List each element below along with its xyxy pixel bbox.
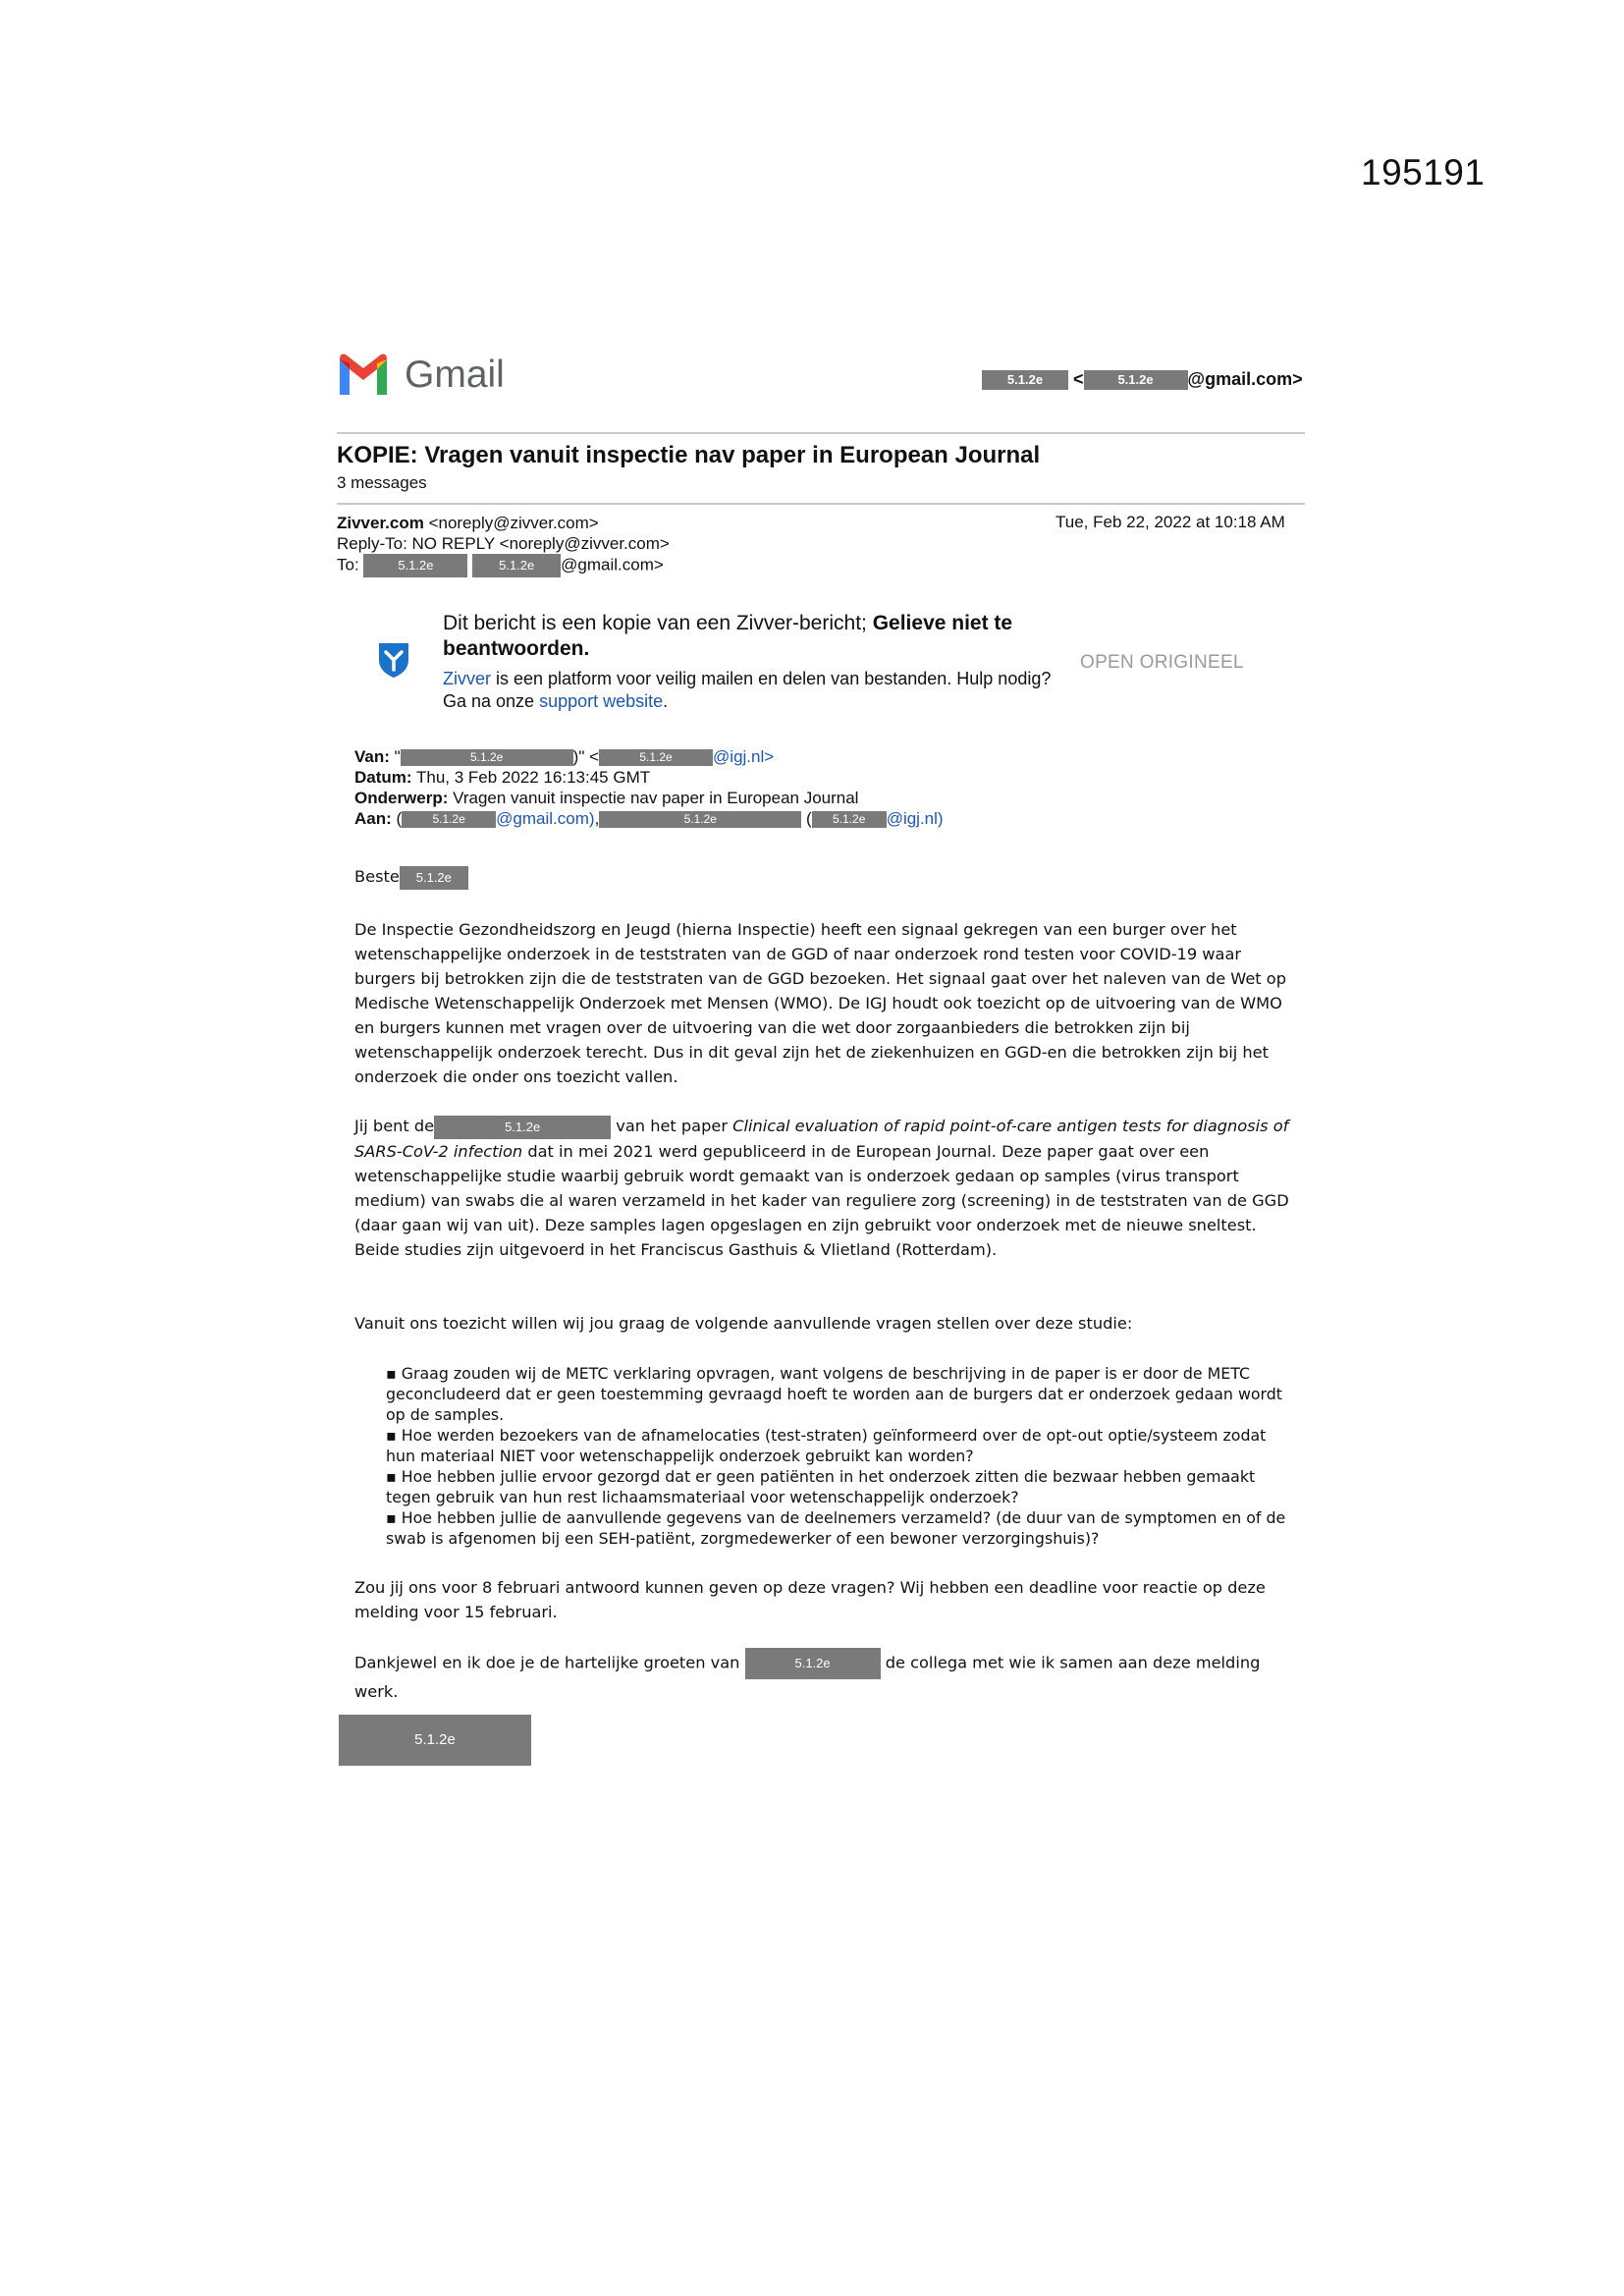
redaction-box: 5.1.2e bbox=[599, 811, 801, 828]
zivver-notice-title: Dit bericht is een kopie van een Zivver-bericht; Gelieve niet te beantwoorden. bbox=[443, 612, 1013, 660]
redaction-box: 5.1.2e bbox=[745, 1648, 881, 1679]
letter-paragraph-5: Dankjewel en ik doe je de hartelijke groeten van 5.1.2e de collega met wie ik samen aan deze melding werk. bbox=[354, 1648, 1292, 1704]
redaction-box: 5.1.2e bbox=[402, 811, 496, 828]
redaction-box: 5.1.2e bbox=[434, 1116, 611, 1139]
letter-paragraph-1: De Inspectie Gezondheidszorg en Jeugd (hierna Inspectie) heeft een signaal gekregen van een burger over het wetenschappelijke onderzoek in de teststraten van de GGD of naar onderzoek rond testen voor COVID-19 waar burgers bij betrokken zijn die de teststraten van de GGD bezoeken. Het signaal gaat over het naleven van de Wet op Medische Wetenschappelijk Onderzoek met Mensen (WMO). De IGJ houdt ook toezicht op de uitvoering van de WMO en burgers kunnen met vragen over de uitvoering van die wet door zorgaanbieders die betrokken zijn bij wetenschappelijk onderzoek terecht. Dus in dit geval zijn het de ziekenhuizen en GGD-en die betrokken zijn bij het onderzoek die onder ons toezicht vallen. bbox=[354, 920, 1286, 1086]
letter-paragraph-4: Zou jij ons voor 8 februari antwoord kunnen geven op deze vragen? Wij hebben een deadline voor reactie op deze melding voor 15 februari. bbox=[354, 1578, 1266, 1621]
support-website-link[interactable]: support website bbox=[539, 691, 664, 711]
redaction-box: 5.1.2e bbox=[982, 370, 1068, 390]
greeting: Beste 5.1.2e bbox=[354, 864, 1292, 890]
zivver-link[interactable]: Zivver bbox=[443, 669, 491, 688]
redaction-box: 5.1.2e bbox=[401, 749, 573, 766]
list-item: ▪ Hoe hebben jullie de aanvullende gegevens van de deelnemers verzameld? (de duur van de symptomen en of de swab is afgenomen bij een SEH-patiënt, zorgmedewerker of een bewoner verzorgingshuis)? bbox=[386, 1508, 1286, 1548]
forwarded-header: Van: " 5.1.2e )" < 5.1.2e @igj.nl> Datum: Thu, 3 Feb 2022 16:13:45 GMT Onderwerp: Vragen vanuit inspectie nav paper in European Journal Aan: ( 5.1.2e @gmail.com), 5.1.2e ( 5.1.2e @igj.nl) bbox=[354, 747, 944, 828]
redaction-box: 5.1.2e bbox=[363, 554, 467, 577]
divider bbox=[337, 503, 1305, 505]
account-address: 5.1.2e < 5.1.2e @gmail.com> bbox=[982, 369, 1303, 390]
gmail-wordmark: Gmail bbox=[405, 354, 505, 396]
redaction-box: 5.1.2e bbox=[400, 866, 468, 890]
divider bbox=[337, 432, 1305, 434]
zivver-notice-info: Zivver is een platform voor veilig mailen en delen van bestanden. Hulp nodig? Ga na onze support website. bbox=[443, 669, 1052, 711]
letter-paragraph-2: Jij bent de 5.1.2e van het paper Clinical evaluation of rapid point-of-care antigen tests for diagnosis of SARS-CoV-2 infection dat in mei 2021 werd gepubliceerd in de European Journal. Deze paper gaat over een wetenschappelijke studie waarbij gebruik wordt gemaakt van is onderzoek gedaan op samples (virus transport medium) van swabs die al waren verzameld in het kader van reguliere zorg (screening) in de teststraten van de GGD (daar gaan wij van uit). Deze samples lagen opgeslagen en zijn gebruikt voor onderzoek met de nieuwe sneltest. Beide studies zijn uitgevoerd in het Franciscus Gasthuis & Vlietland (Rotterdam). bbox=[354, 1117, 1289, 1259]
signature-redaction: 5.1.2e bbox=[339, 1715, 531, 1766]
recipient-igj-link[interactable]: @igj.nl) bbox=[886, 809, 944, 828]
redaction-box: 5.1.2e bbox=[472, 554, 561, 577]
question-list bbox=[386, 1363, 1299, 1549]
thread-subject: KOPIE: Vragen vanuit inspectie nav paper in European Journal bbox=[337, 442, 1041, 468]
redaction-box: 5.1.2e bbox=[1084, 370, 1188, 390]
sender-address: <noreply@zivver.com> bbox=[428, 514, 599, 532]
recipient-gmail-link[interactable]: @gmail.com) bbox=[496, 809, 595, 828]
redaction-box: 5.1.2e bbox=[812, 811, 887, 828]
message-header bbox=[337, 513, 670, 577]
open-original-button[interactable]: OPEN ORIGINEEL bbox=[1080, 652, 1244, 673]
message-count: 3 messages bbox=[337, 473, 427, 492]
zivver-shield-icon bbox=[376, 640, 411, 680]
document-number: 195191 bbox=[1361, 152, 1486, 192]
message-date: Tue, Feb 22, 2022 at 10:18 AM bbox=[1056, 513, 1285, 531]
sender-email-link[interactable]: @igj.nl> bbox=[713, 747, 775, 766]
to-line: To: 5.1.2e 5.1.2e @gmail.com> bbox=[337, 554, 670, 577]
gmail-logo-icon bbox=[336, 352, 391, 397]
list-item: ▪ Graag zouden wij de METC verklaring opvragen, want volgens de beschrijving in de paper is er door de METC geconcludeerd dat er geen toestemming gevraagd hoeft te worden aan de burgers dat er onderzoek gedaan wordt op de samples. bbox=[386, 1364, 1282, 1424]
list-item: ▪ Hoe hebben jullie ervoor gezorgd dat er geen patiënten in het onderzoek zitten die bezwaar hebben gemaakt tegen gebruik van hun rest lichaamsmateriaal voor wetenschappelijk onderzoek? bbox=[386, 1467, 1256, 1506]
redaction-box: 5.1.2e bbox=[599, 749, 713, 766]
reply-to: Reply-To: NO REPLY <noreply@zivver.com> bbox=[337, 534, 670, 553]
list-item: ▪ Hoe werden bezoekers van de afnamelocaties (test-straten) geïnformeerd over de opt-out optie/systeem zodat hun materiaal NIET voor wetenschappelijk onderzoek gebruikt kan worden? bbox=[386, 1426, 1267, 1465]
letter-paragraph-3: Vanuit ons toezicht willen wij jou graag de volgende aanvullende vragen stellen over deze studie: bbox=[354, 1314, 1133, 1333]
sender-name: Zivver.com bbox=[337, 514, 424, 532]
